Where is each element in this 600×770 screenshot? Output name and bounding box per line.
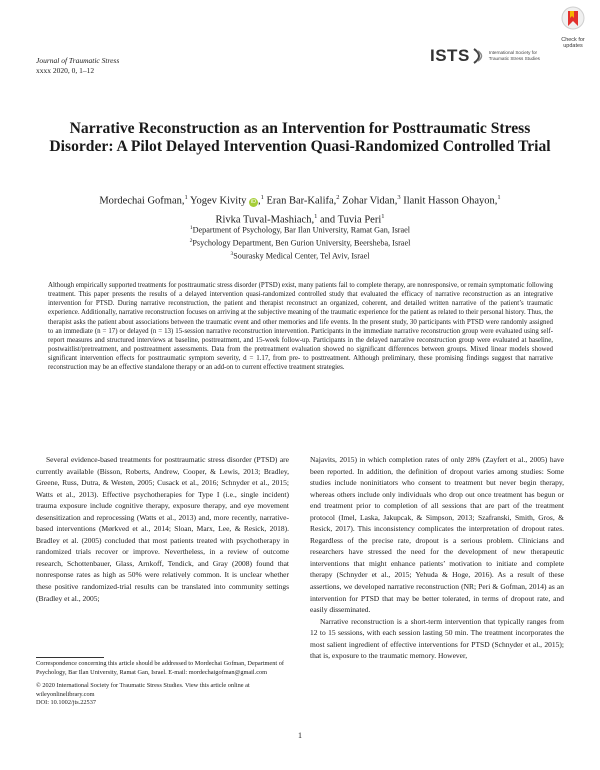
affiliation-text: Department of Psychology, Bar Ilan University, Ramat Gan, Israel xyxy=(192,225,411,235)
orcid-icon[interactable]: iD xyxy=(250,198,257,205)
affiliation-number: 2 xyxy=(189,238,193,245)
affiliation-number: 3 xyxy=(230,251,234,258)
affiliation-text: Sourasky Medical Center, Tel Aviv, Israel xyxy=(233,252,370,262)
and-word: and xyxy=(319,214,336,225)
body-paragraph: Narrative reconstruction is a short-term intervention that typically ranges from 12 to 15 sessions, with each session lasting 50 min. The treatment incorporates the most salient ingredient of effective interventions for PTSD (Schnyder et al., 2015); that is, exposure to the traumatic memory. However, xyxy=(310,616,564,661)
author-name: Yogev Kivity xyxy=(189,195,247,207)
body-left-column xyxy=(36,454,289,604)
affiliation-list xyxy=(40,223,560,263)
author-affiliation-mark: 1 xyxy=(184,194,188,201)
author-name: Rivka Tuval-Mashiach, xyxy=(215,214,315,225)
correspondence-note: Correspondence concerning this article should be addressed to Mordechai Gofman, Department of Psychology, Bar Ilan University, Ramat Gan, Israel. E-mail: mordechaigofman@gmail.com xyxy=(36,660,284,676)
author-affiliation-mark: 1 xyxy=(497,194,501,201)
author-affiliation-mark: 1 xyxy=(314,212,318,220)
author-name: Ilanit Hasson Ohayon, xyxy=(403,195,498,207)
body-right-column xyxy=(310,454,564,662)
page-number: 1 xyxy=(298,731,302,740)
affiliation-number: 1 xyxy=(189,225,193,231)
body-paragraph: Najavits, 2015) in which completion rates of only 28% (Zayfert et al., 2005) have been reported. In addition, the definition of dropout varies among studies: Some studies include noninitiators who consent to treatment but never begin therapy, whereas others include only individuals who drop out once treatment has begun or end treatment prior to completion of all sessions that are part of the treatment protocol (Imel, Laska, Jakupcak, & Simpson, 2013; Szafranski, Smith, Gros, & Resick, 2017). This inconsistency complicates the interpretation of dropout rates. Regardless of the precise rate, dropout is a serious problem. Clinicians and researchers have stressed the need for the development of new therapeutic interventions that might enhance patients’ motivation to initiate and complete therapy (Schnyder et al., 2015; Yehuda & Hoge, 2016). As a result of these assertions, we developed narrative reconstruction (NR; Peri & Gofman, 2014) as an intervention for PTSD that may be better tolerated, in terms of dropout rate, and easily disseminated. xyxy=(310,455,564,615)
bookmark-icon xyxy=(561,6,585,32)
ists-logo[interactable] xyxy=(430,46,551,66)
ists-logo-subtitle: International Society for Traumatic Stress Studies xyxy=(488,50,540,61)
author-affiliation-mark: 3 xyxy=(397,194,401,201)
author-name: Tuvia Peri xyxy=(337,214,382,225)
footnotes xyxy=(36,660,289,708)
check-for-updates-label: Check for updates xyxy=(561,37,585,50)
author-affiliation-mark: 1 xyxy=(381,212,385,220)
author-name: Eran Bar-Kalifa, xyxy=(266,195,337,207)
copyright-note: © 2020 International Society for Traumatic Stress Studies. View this article online at wileyonlinelibrary.com xyxy=(36,682,250,698)
footnote-divider xyxy=(36,657,104,658)
article-title: Narrative Reconstruction as an Intervention for Posttraumatic Stress Disorder: A Pilot Delayed Intervention Quasi-Randomized Controlled Trial xyxy=(49,120,551,155)
doi-note[interactable]: DOI: 10.1002/jts.22537 xyxy=(36,699,96,706)
affiliation xyxy=(40,236,560,249)
ists-mark-icon xyxy=(472,47,486,65)
affiliation xyxy=(40,249,560,262)
journal-header xyxy=(36,56,119,75)
affiliation-text: Psychology Department, Ben Gurion University, Beersheba, Israel xyxy=(192,238,411,248)
body-paragraph: Several evidence-based treatments for posttraumatic stress disorder (PTSD) are currently available (Bisson, Roberts, Andrew, Cooper, & Lewis, 2013; Bradley, Greene, Russ, Dutra, & Westen, 2005; Cusack et al., 2016; Schnyder et al., 2015; Watts et al., 2013). Effective psychotherapies for Type I (i.e., single incident) trauma exposure include cognitive therapy, exposure therapy, and eye movement desensitization and reprocessing (Watts et al., 2013) and, more recently, narrative-based interventions (Mørkved et al., 2014; Sloan, Marx, Lee, & Resick, 2018). Bradley et al. (2005) concluded that most patients treated with psychotherapy in randomized trials recover or improve. Nevertheless, in a review of outcome research, Schottenbauer, Glass, Arnkoff, Tendick, and Gray (2008) found that nonresponse rates as high as 50% were relatively common. It is unclear whether these positive randomized-trial results can be translated into community settings (Bradley et al., 2005; xyxy=(36,455,289,603)
author-affiliation-mark: 1 xyxy=(260,194,264,201)
ists-logo-text: ISTS xyxy=(430,46,470,65)
author-name: Zohar Vidan, xyxy=(342,195,398,207)
check-for-updates-badge[interactable] xyxy=(553,6,593,52)
author-affiliation-mark: 2 xyxy=(336,194,340,201)
author-list: Mordechai Gofman,$^1$ Yogev Kivity iD ,$^1$ Eran Bar-Kalifa,$^2$ Zohar Vidan,$^3$ Ilanit Hasson Ohayon,$^1$ Rivka Tuval-Mashiach,$^1$ and Tuvia Peri$^1$ xyxy=(99,194,501,225)
abstract: Although empirically supported treatments for posttraumatic stress disorder (PTSD) exist, many patients fail to complete therapy, are nonresponsive, or remain symptomatic following treatment. This paper presents the results of a delayed intervention quasi-randomized controlled study that evaluated the efficacy of narrative reconstruction as an integrative intervention for PTSD. During narrative reconstruction, the patient and therapist reconstruct an organized, coherent, and detailed written narrative of the patient’s traumatic experience. Additionally, narrative reconstruction focuses on arriving at the subjective meaning of the traumatic experience for the patient as related to their personal history. Thus, the therapist asks the patient about associations between the traumatic event and other memories and life events. In the present study, 30 participants with PTSD were randomly assigned to an immediate (n = 17) or delayed (n = 13) 15-session narrative reconstruction intervention. Participants in the immediate narrative reconstruction group were evaluated using self-report measures and structured interviews at baseline, posttreatment, and 15-week follow-up. Participants in the delayed narrative reconstruction group were evaluated at baseline, postwaitlist/pretreatment, and posttreatment assessments. Data from the pretreatment evaluation showed no significant differences between groups. Mixed linear models showed significant intervention effects for posttraumatic symptom severity, d = 1.17, from pre- to posttreatment. Although preliminary, these promising findings suggest that narrative reconstruction may be an effective standalone therapy or an add-on to current effective treatment strategies. xyxy=(48,282,553,372)
affiliation xyxy=(40,223,560,236)
journal-name: Journal of Traumatic Stress xyxy=(36,56,120,65)
author-name: Mordechai Gofman, xyxy=(99,195,185,207)
journal-issue: xxxx 2020, 0, 1–12 xyxy=(36,65,95,75)
